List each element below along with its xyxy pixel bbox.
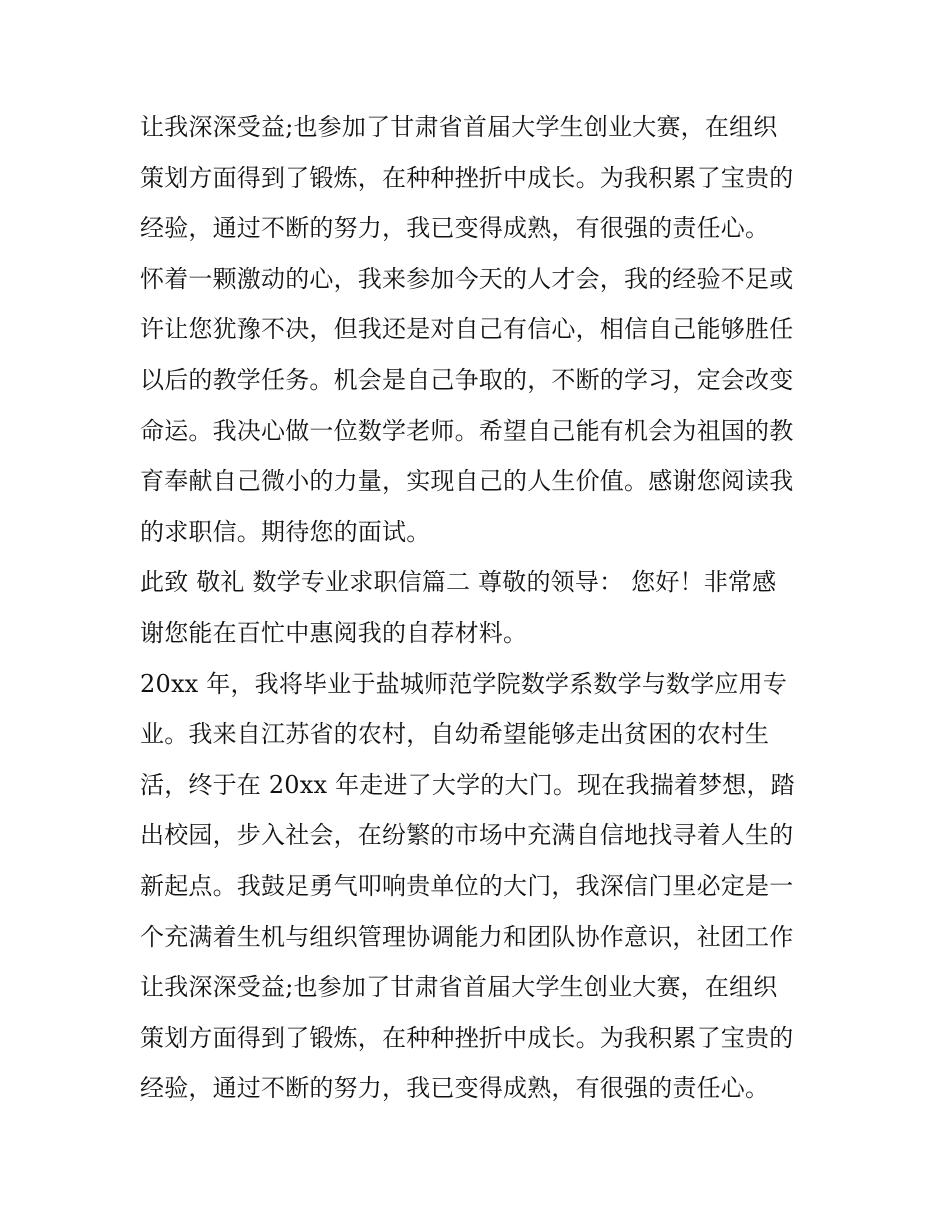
text-line: 业。我来自江苏省的农村，自幼希望能够走出贫困的农村生: [140, 720, 770, 749]
text-line: 新起点。我鼓足勇气叩响贵单位的大门，我深信门里必定是一: [140, 871, 794, 900]
text-line: 谢您能在百忙中惠阅我的自荐材料。: [140, 618, 528, 647]
text-line: 策划方面得到了锻炼，在种种挫折中成长。为我积累了宝贵的: [140, 1023, 794, 1052]
text-line: 出校园，步入社会，在纷繁的市场中充满自信地找寻着人生的: [140, 821, 794, 850]
text-line: 许让您犹豫不决，但我还是对自己有信心，相信自己能够胜任: [140, 315, 794, 344]
text-line: 以后的教学任务。机会是自己争取的，不断的学习，定会改变: [140, 365, 794, 394]
text-line: 命运。我决心做一位数学老师。希望自己能有机会为祖国的教: [140, 416, 794, 445]
text-line: 活，终于在 20xx 年走进了大学的大门。现在我揣着梦想，踏: [140, 770, 795, 799]
text-line: 20xx 年，我将毕业于盐城师范学院数学系数学与数学应用专: [140, 669, 788, 698]
text-line: 经验，通过不断的努力，我已变得成熟，有很强的责任心。: [140, 1074, 770, 1103]
text-line: 策划方面得到了锻炼，在种种挫折中成长。为我积累了宝贵的: [140, 163, 794, 192]
text-line: 让我深深受益;也参加了甘肃省首届大学生创业大赛，在组织: [140, 973, 778, 1002]
text-line: 怀着一颗激动的心，我来参加今天的人才会，我的经验不足或: [140, 264, 794, 293]
text-line: 经验，通过不断的努力，我已变得成熟，有很强的责任心。: [140, 214, 770, 243]
document-body: [140, 102, 820, 1114]
text-line: 让我深深受益;也参加了甘肃省首届大学生创业大赛，在组织: [140, 113, 778, 141]
text-line: 育奉献自己微小的力量，实现自己的人生价值。感谢您阅读我: [140, 467, 794, 496]
text-line: 的求职信。期待您的面试。: [140, 517, 431, 546]
text-line: 个充满着生机与组织管理协调能力和团队协作意识，社团工作: [140, 922, 794, 951]
text-line: 此致 敬礼 数学专业求职信篇二 尊敬的领导： 您好！非常感: [140, 568, 777, 597]
